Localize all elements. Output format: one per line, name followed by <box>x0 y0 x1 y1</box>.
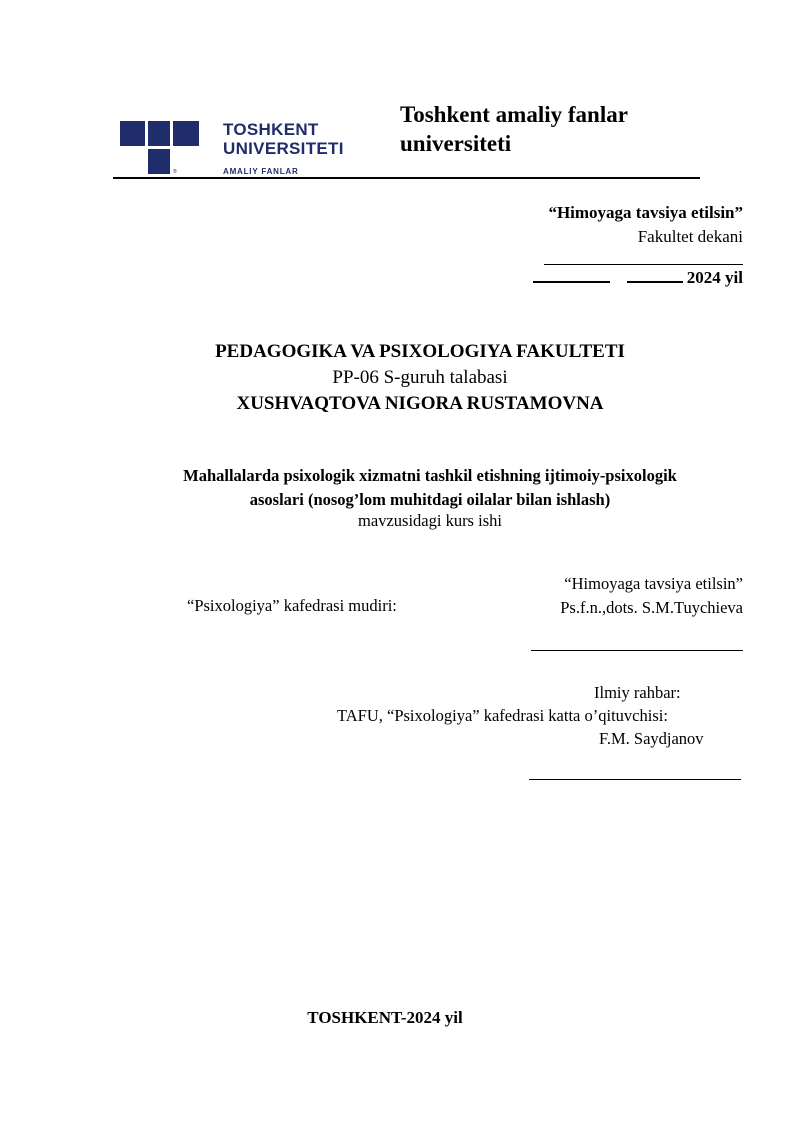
department-head-name: Ps.f.n.,dots. S.M.Tuychieva <box>560 598 743 617</box>
logo-square-1 <box>120 121 145 146</box>
university-title-line1: Toshkent amaliy fanlar <box>400 102 628 127</box>
day-blank-line <box>533 267 610 283</box>
university-title <box>400 100 720 158</box>
approval-year: 2024 yil <box>686 268 743 287</box>
dean-signature-line <box>544 264 743 265</box>
logo-subtitle: AMALIY FANLAR <box>223 167 299 176</box>
dean-approval-title: “Himoyaga tavsiya etilsin” <box>548 203 743 222</box>
coursework-topic <box>0 464 800 512</box>
student-group: PP-06 S-guruh talabasi <box>332 367 508 388</box>
logo-name-line2: UNIVERSITETI <box>223 139 344 158</box>
university-title-line2: universiteti <box>400 131 512 156</box>
faculty-name: PEDAGOGIKA VA PSIXOLOGIYA FAKULTETI <box>215 341 625 362</box>
logo-registered-mark: ® <box>173 169 177 175</box>
topic-line2: asoslari (nosog’lom muhitdagi oilalar bilan ishlash) <box>249 490 611 509</box>
university-logo <box>120 120 360 180</box>
student-name: XUSHVAQTOVA NIGORA RUSTAMOVNA <box>236 393 604 414</box>
advisor-label: Ilmiy rahbar: <box>594 683 681 702</box>
department-approval-title: “Himoyaga tavsiya etilsin” <box>564 574 743 593</box>
header-divider <box>113 177 700 179</box>
dean-role: Fakultet dekani <box>637 227 743 246</box>
logo-square-2 <box>148 121 170 146</box>
advisor-signature-line <box>529 779 741 780</box>
logo-square-4 <box>148 149 170 174</box>
department-signature-line <box>531 650 743 651</box>
department-head-label: “Psixologiya” kafedrasi mudiri: <box>187 596 397 615</box>
month-blank-line <box>627 267 683 283</box>
dean-approval-block <box>548 201 743 249</box>
logo-name <box>223 120 344 158</box>
advisor-position: TAFU, “Psixologiya” kafedrasi katta o’qituvchisi: <box>337 706 668 725</box>
topic-subtitle: mavzusidagi kurs ishi <box>358 511 502 530</box>
topic-line1: Mahallalarda psixologik xizmatni tashkil etishning ijtimoiy-psixologik <box>183 466 677 485</box>
logo-name-line1: TOSHKENT <box>223 120 319 139</box>
logo-square-3 <box>173 121 199 146</box>
department-approval-block <box>560 572 743 620</box>
approval-date-row <box>533 267 743 288</box>
advisor-name: F.M. Saydjanov <box>599 729 704 748</box>
footer-city-year: TOSHKENT-2024 yil <box>307 1008 463 1027</box>
